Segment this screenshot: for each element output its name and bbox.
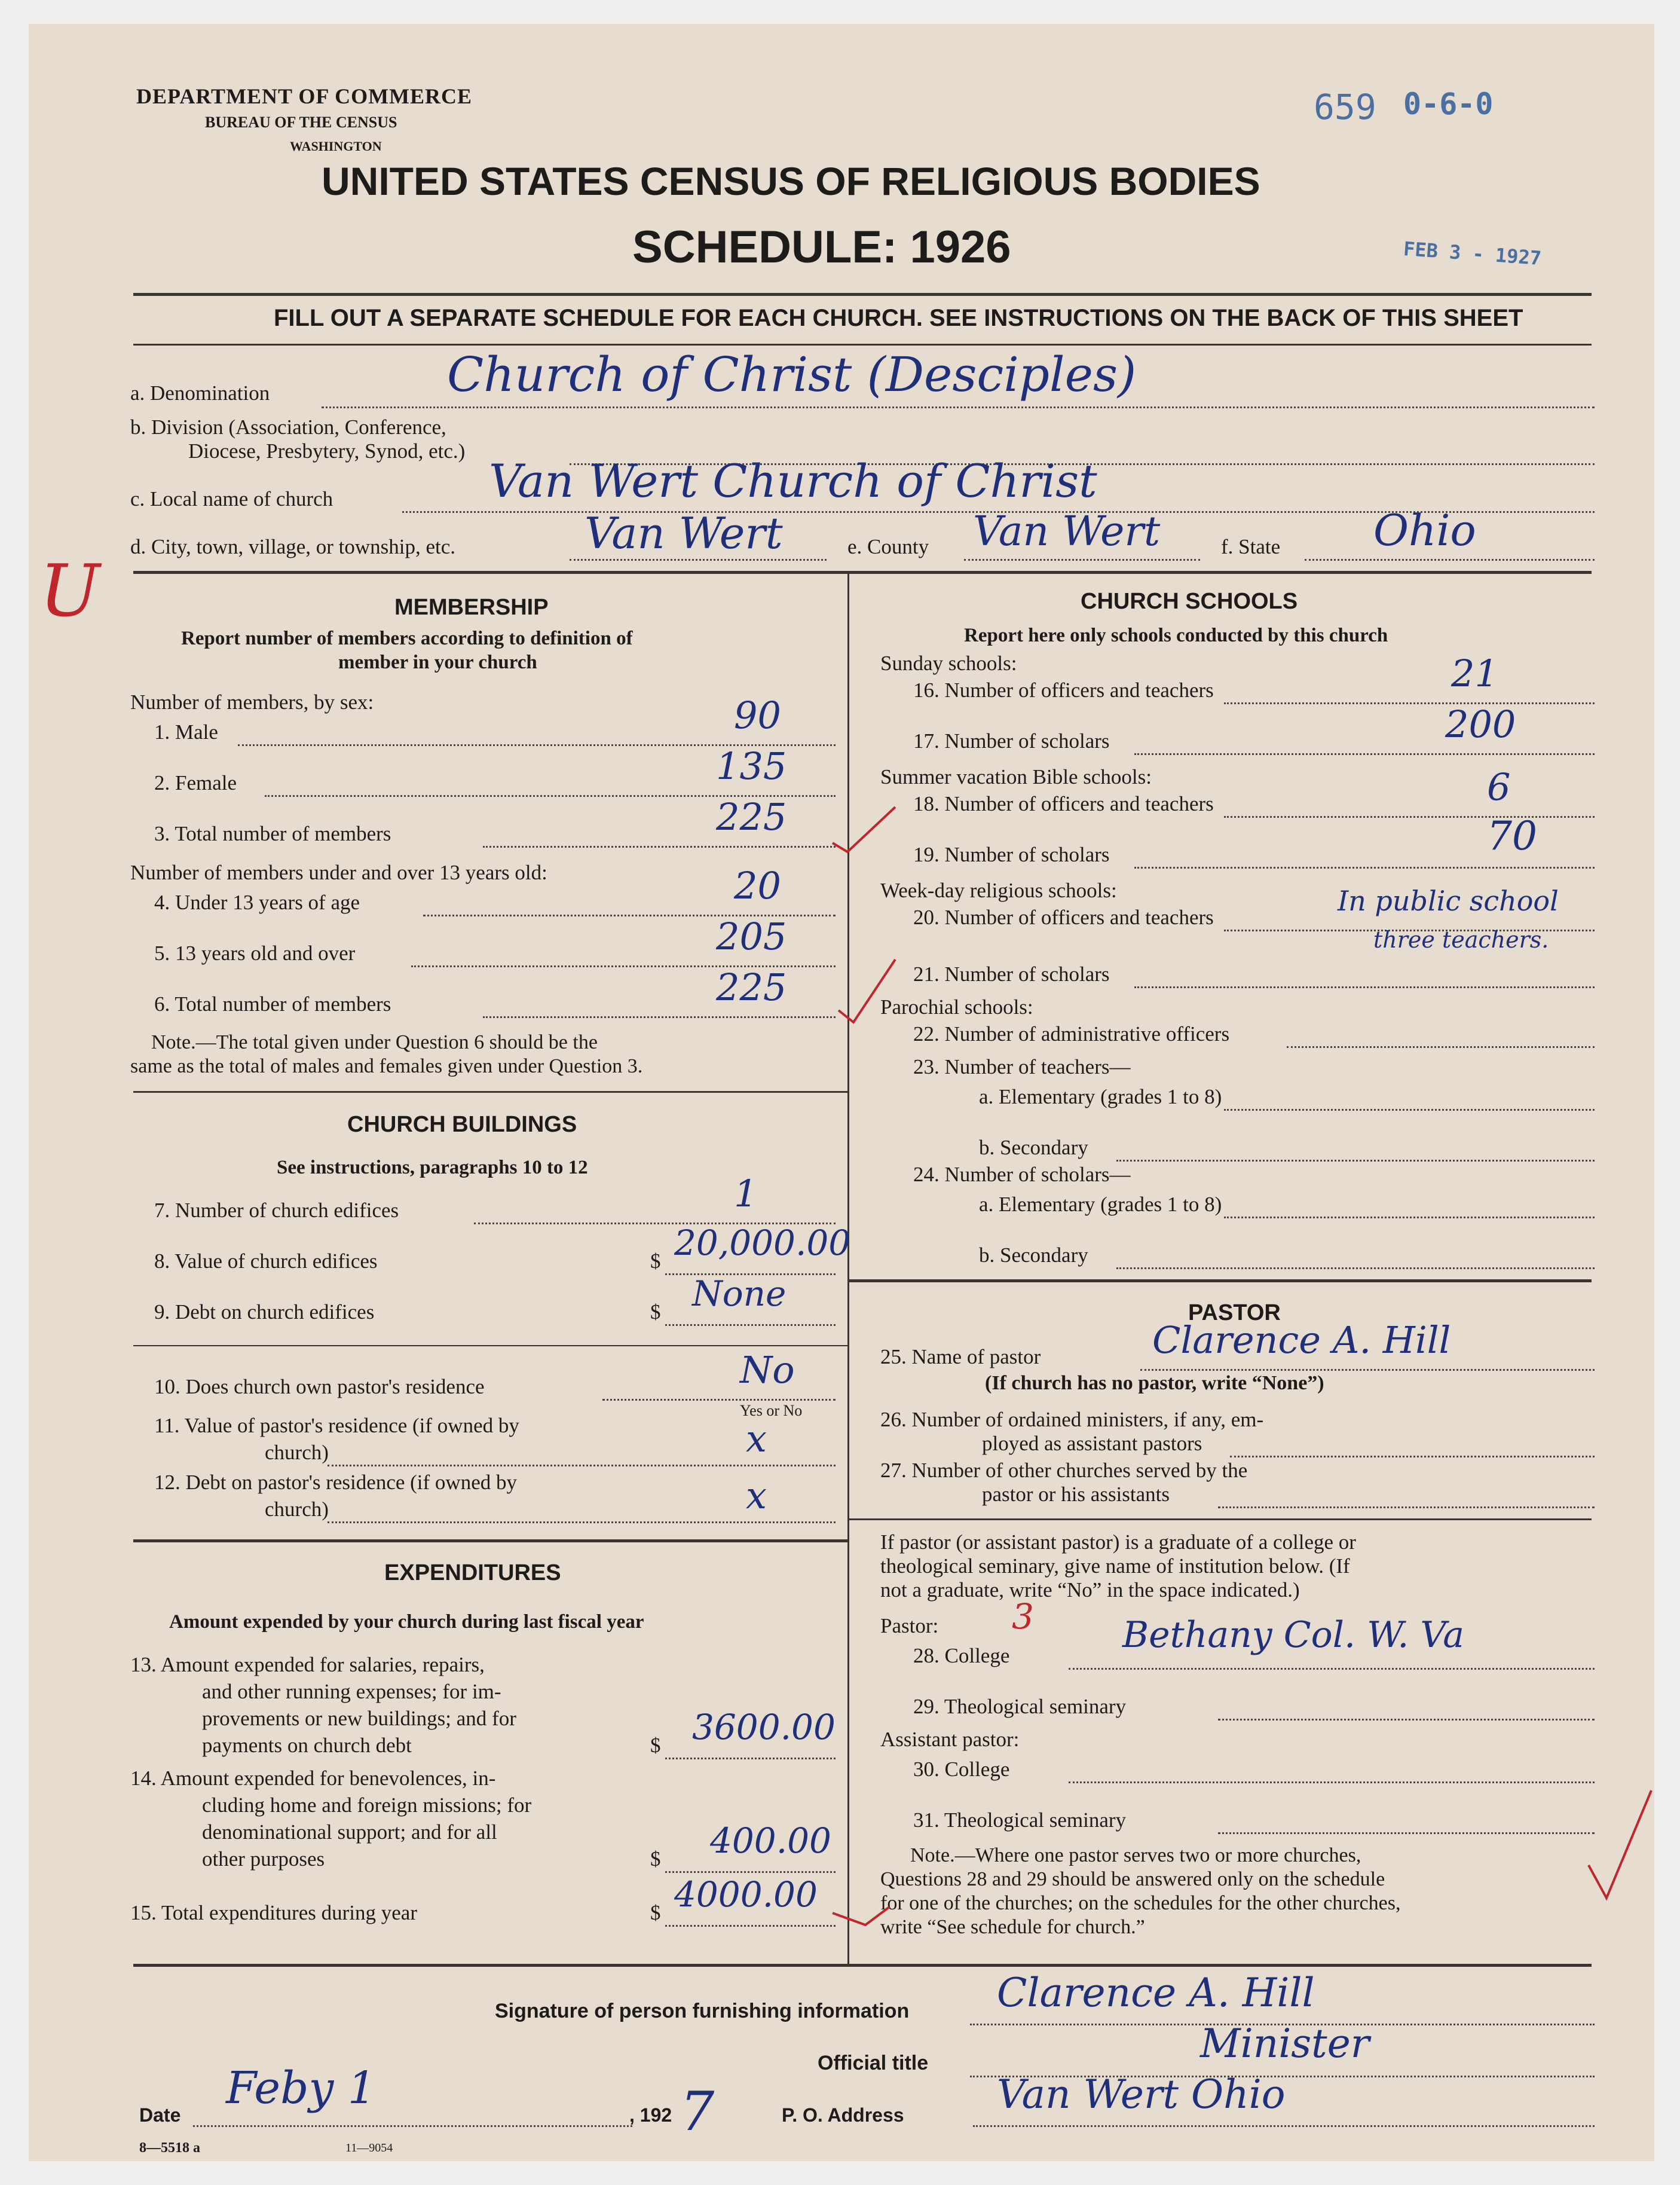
county-label: e. County [847, 535, 929, 558]
year-value[interactable]: 7 [680, 2080, 715, 2143]
q11-label-cont: church) [265, 1441, 329, 1464]
q4-value[interactable]: 20 [734, 864, 781, 907]
city-value[interactable]: Van Wert [585, 508, 783, 558]
church-schools-title: CHURCH SCHOOLS [1081, 589, 1298, 614]
q19-value[interactable]: 70 [1487, 813, 1537, 859]
q18-line [1224, 816, 1595, 818]
ident-rule [133, 571, 1592, 574]
q12-line [328, 1521, 836, 1523]
bureau-heading: BUREAU OF THE CENSUS [205, 114, 397, 131]
q20-value[interactable]: In public school [1338, 885, 1559, 917]
file-code: 0-6-0 [1403, 87, 1494, 121]
church-schools-intro: Report here only schools conducted by this church [964, 625, 1388, 646]
q12-label-cont: church) [265, 1498, 329, 1521]
county-line [964, 559, 1200, 561]
q16-value[interactable]: 21 [1451, 652, 1498, 695]
q12-label: 12. Debt on pastor's residence (if owned by [154, 1471, 517, 1494]
q3-line [483, 846, 836, 848]
q28-line [1069, 1668, 1595, 1670]
q10-value[interactable]: No [740, 1348, 795, 1392]
official-title-value[interactable]: Minister [1200, 2021, 1370, 2067]
form-title: UNITED STATES CENSUS OF RELIGIOUS BODIES [322, 159, 1260, 203]
q22-line[interactable] [1287, 1046, 1595, 1048]
graduate-note-3: not a graduate, write “No” in the space indicated.) [880, 1578, 1300, 1602]
po-address-label: P. O. Address [782, 2104, 904, 2126]
q29-label: 29. Theological seminary [913, 1695, 1127, 1718]
expenditures-title: EXPENDITURES [384, 1560, 561, 1585]
q8-value[interactable]: 20,000.00 [674, 1223, 851, 1263]
age-intro-label: Number of members under and over 13 years old: [130, 861, 547, 884]
division-label-cont: Diocese, Presbytery, Synod, etc.) [188, 439, 466, 463]
yes-no-hint: Yes or No [740, 1402, 803, 1419]
q3-value[interactable]: 225 [716, 795, 787, 839]
date-value[interactable]: Feby 1 [226, 2062, 376, 2114]
date-line [193, 2125, 632, 2127]
membership-rule [133, 1091, 847, 1093]
state-value[interactable]: Ohio [1373, 505, 1476, 555]
q5-value[interactable]: 205 [716, 915, 787, 958]
parochial-schools-label: Parochial schools: [880, 995, 1033, 1019]
q7-label: 7. Number of church edifices [154, 1199, 399, 1222]
q10-label: 10. Does church own pastor's residence [154, 1375, 485, 1398]
q8-dollar: $ [650, 1249, 661, 1273]
q13-label-1: 13. Amount expended for salaries, repairs, [130, 1653, 485, 1676]
q24b-line[interactable] [1116, 1267, 1595, 1269]
members-by-sex-label: Number of members, by sex: [130, 690, 374, 714]
q9-dollar: $ [650, 1300, 661, 1324]
schools-rule [847, 1279, 1592, 1282]
q18-label: 18. Number of officers and teachers [913, 792, 1214, 815]
division-label: b. Division (Association, Conference, [130, 415, 446, 439]
q6-line [483, 1016, 836, 1018]
form-number: 8—5518 a [139, 2140, 200, 2156]
q6-label: 6. Total number of members [154, 992, 391, 1016]
signature-label: Signature of person furnishing information [495, 2000, 910, 2022]
q26-line[interactable] [1230, 1456, 1595, 1457]
q18-value[interactable]: 6 [1487, 765, 1511, 809]
q25-value[interactable]: Clarence A. Hill [1152, 1318, 1451, 1362]
q25-note: (If church has no pastor, write “None”) [985, 1372, 1324, 1394]
q29-line[interactable] [1218, 1719, 1595, 1721]
state-label: f. State [1221, 535, 1281, 558]
city-heading: WASHINGTON [290, 139, 382, 154]
q15-value[interactable]: 4000.00 [674, 1874, 818, 1915]
membership-note: Note.—The total given under Question 6 should be the [151, 1031, 598, 1053]
pastor-note-2: Questions 28 and 29 should be answered only on the schedule [880, 1868, 1385, 1890]
q16-label: 16. Number of officers and teachers [913, 679, 1214, 702]
q9-label: 9. Debt on church edifices [154, 1300, 375, 1324]
column-divider [847, 574, 849, 1967]
denomination-label: a. Denomination [130, 381, 270, 405]
sunday-schools-label: Sunday schools: [880, 652, 1017, 675]
q3-check-icon [830, 801, 901, 855]
q2-value[interactable]: 135 [716, 744, 787, 788]
q17-value[interactable]: 200 [1445, 702, 1516, 746]
q7-value[interactable]: 1 [734, 1172, 758, 1215]
q21-line[interactable] [1134, 986, 1595, 988]
q24a-label: a. Elementary (grades 1 to 8) [979, 1193, 1222, 1216]
q13-label-4: payments on church debt [202, 1734, 412, 1757]
membership-intro-cont: member in your church [338, 652, 537, 673]
file-number: 659 [1314, 87, 1376, 127]
graduate-note-2: theological seminary, give name of institution below. (If [880, 1554, 1350, 1578]
q14-label-2: cluding home and foreign missions; for [202, 1793, 532, 1817]
local-name-value[interactable]: Van Wert Church of Christ [489, 454, 1097, 508]
q9-line [665, 1324, 836, 1326]
q26-label-cont: ployed as assistant pastors [982, 1432, 1202, 1455]
schedule-year: SCHEDULE: 1926 [632, 222, 1011, 273]
graduate-note-1: If pastor (or assistant pastor) is a graduate of a college or [880, 1530, 1356, 1554]
q23b-label: b. Secondary [979, 1136, 1088, 1159]
denomination-value[interactable]: Church of Christ (Desciples) [447, 347, 1137, 402]
instruction-rule [133, 344, 1592, 346]
q16-line [1224, 702, 1595, 704]
local-name-label: c. Local name of church [130, 487, 333, 511]
q14-label-4: other purposes [202, 1847, 325, 1871]
q19-line [1134, 867, 1595, 869]
q27-label-cont: pastor or his assistants [982, 1483, 1170, 1506]
q6-check-icon [836, 956, 901, 1028]
received-date-stamp: FEB 3 - 1927 [1402, 237, 1543, 270]
margin-mark-u: U [39, 550, 100, 633]
county-value[interactable]: Van Wert [973, 508, 1161, 555]
q20-label: 20. Number of officers and teachers [913, 906, 1214, 929]
q23a-line[interactable] [1224, 1109, 1595, 1111]
q5-label: 5. 13 years old and over [154, 942, 356, 965]
q24a-line[interactable] [1224, 1217, 1595, 1218]
q23b-line[interactable] [1116, 1160, 1595, 1162]
pastor-note-4: write “See schedule for church.” [880, 1916, 1145, 1938]
denomination-line [322, 407, 1595, 408]
q13-label-3: provements or new buildings; and for [202, 1707, 516, 1730]
q15-check-icon [830, 1889, 895, 1943]
po-address-line [973, 2125, 1595, 2127]
weekday-schools-label: Week-day religious schools: [880, 879, 1117, 902]
pastor-subhead: Pastor: [880, 1614, 939, 1637]
q14-line [665, 1871, 836, 1873]
date-label: Date [139, 2104, 181, 2126]
city-line [570, 559, 827, 561]
q17-label: 17. Number of scholars [913, 729, 1110, 753]
q27-label: 27. Number of other churches served by the [880, 1459, 1248, 1482]
q4-label: 4. Under 13 years of age [154, 891, 360, 914]
census-schedule-sheet [29, 24, 1654, 2161]
q31-label: 31. Theological seminary [913, 1808, 1127, 1832]
q28-label: 28. College [913, 1644, 1010, 1667]
q14-value[interactable]: 400.00 [710, 1820, 831, 1861]
q15-line [665, 1925, 836, 1927]
q1-value[interactable]: 90 [734, 693, 781, 737]
pastor-title: PASTOR [1188, 1300, 1281, 1325]
q31-line[interactable] [1218, 1832, 1595, 1834]
q15-label: 15. Total expenditures during year [130, 1901, 417, 1924]
summer-schools-label: Summer vacation Bible schools: [880, 765, 1152, 789]
q15-dollar: $ [650, 1901, 661, 1924]
q25-line [1140, 1369, 1595, 1371]
q20-value-cont[interactable]: three teachers. [1373, 927, 1549, 953]
q6-value[interactable]: 225 [716, 965, 787, 1009]
instruction-banner: FILL OUT A SEPARATE SCHEDULE FOR EACH CHURCH. SEE INSTRUCTIONS ON THE BACK OF THIS SHEET [274, 305, 1523, 331]
q24-label: 24. Number of scholars— [913, 1163, 1131, 1186]
q27-line[interactable] [1218, 1506, 1595, 1508]
pastor-note-1: Note.—Where one pastor serves two or more churches, [910, 1844, 1361, 1866]
q13-value[interactable]: 3600.00 [692, 1707, 836, 1747]
q14-label-1: 14. Amount expended for benevolences, in- [130, 1767, 496, 1790]
q3-label: 3. Total number of members [154, 822, 391, 845]
q30-label: 30. College [913, 1758, 1010, 1781]
q12-value[interactable]: x [746, 1474, 767, 1517]
pastor-note-3: for one of the churches; on the schedules for the other churches, [880, 1892, 1401, 1914]
q11-line [328, 1465, 836, 1466]
q8-label: 8. Value of church edifices [154, 1249, 378, 1273]
pastor-rule [847, 1518, 1592, 1520]
signature-value[interactable]: Clarence A. Hill [997, 1970, 1315, 2016]
q9-rule [133, 1345, 847, 1346]
city-label: d. City, town, village, or township, etc. [130, 535, 456, 558]
assistant-pastor-subhead: Assistant pastor: [880, 1728, 1020, 1751]
state-line [1305, 559, 1595, 561]
q24b-label: b. Secondary [979, 1243, 1088, 1267]
q26-label: 26. Number of ordained ministers, if any, em- [880, 1408, 1264, 1431]
q13-line [665, 1758, 836, 1759]
q14-label-3: denominational support; and for all [202, 1820, 497, 1844]
buildings-subtitle: See instructions, paragraphs 10 to 12 [277, 1157, 588, 1178]
q23-label: 23. Number of teachers— [913, 1055, 1131, 1078]
po-address-value[interactable]: Van Wert Ohio [997, 2071, 1286, 2117]
department-heading: DEPARTMENT OF COMMERCE [136, 84, 473, 108]
q30-line[interactable] [1069, 1781, 1595, 1783]
q11-label: 11. Value of pastor's residence (if owned by [154, 1414, 519, 1437]
buildings-title: CHURCH BUILDINGS [347, 1112, 577, 1137]
q13-label-2: and other running expenses; for im- [202, 1680, 501, 1703]
q9-value[interactable]: None [692, 1273, 787, 1314]
q21-label: 21. Number of scholars [913, 962, 1110, 986]
q22-label: 22. Number of administrative officers [913, 1022, 1230, 1046]
membership-intro: Report number of members according to definition of [181, 628, 633, 649]
pastor-red-mark: 3 [1012, 1596, 1034, 1637]
q1-label: 1. Male [154, 720, 218, 744]
membership-title: MEMBERSHIP [394, 595, 549, 620]
q17-line [1134, 753, 1595, 755]
print-number: 11—9054 [345, 2141, 393, 2155]
q13-dollar: $ [650, 1734, 661, 1757]
membership-note-cont: same as the total of males and females given under Question 3. [130, 1055, 643, 1077]
q2-label: 2. Female [154, 771, 237, 794]
expenditures-subtitle: Amount expended by your church during last fiscal year [169, 1611, 644, 1633]
q10-line [602, 1399, 836, 1401]
q23a-label: a. Elementary (grades 1 to 8) [979, 1085, 1222, 1108]
official-title-label: Official title [818, 2052, 929, 2074]
q28-value[interactable]: Bethany Col. W. Va [1122, 1614, 1465, 1656]
bottom-rule [133, 1964, 1592, 1967]
year-prefix: , 192 [629, 2104, 672, 2126]
q14-dollar: $ [650, 1847, 661, 1871]
buildings-rule [133, 1539, 847, 1542]
q11-value[interactable]: x [746, 1417, 767, 1460]
q19-label: 19. Number of scholars [913, 843, 1110, 866]
pastor-check-icon [1583, 1787, 1660, 1907]
header-rule [133, 293, 1592, 296]
q25-label: 25. Name of pastor [880, 1345, 1041, 1368]
